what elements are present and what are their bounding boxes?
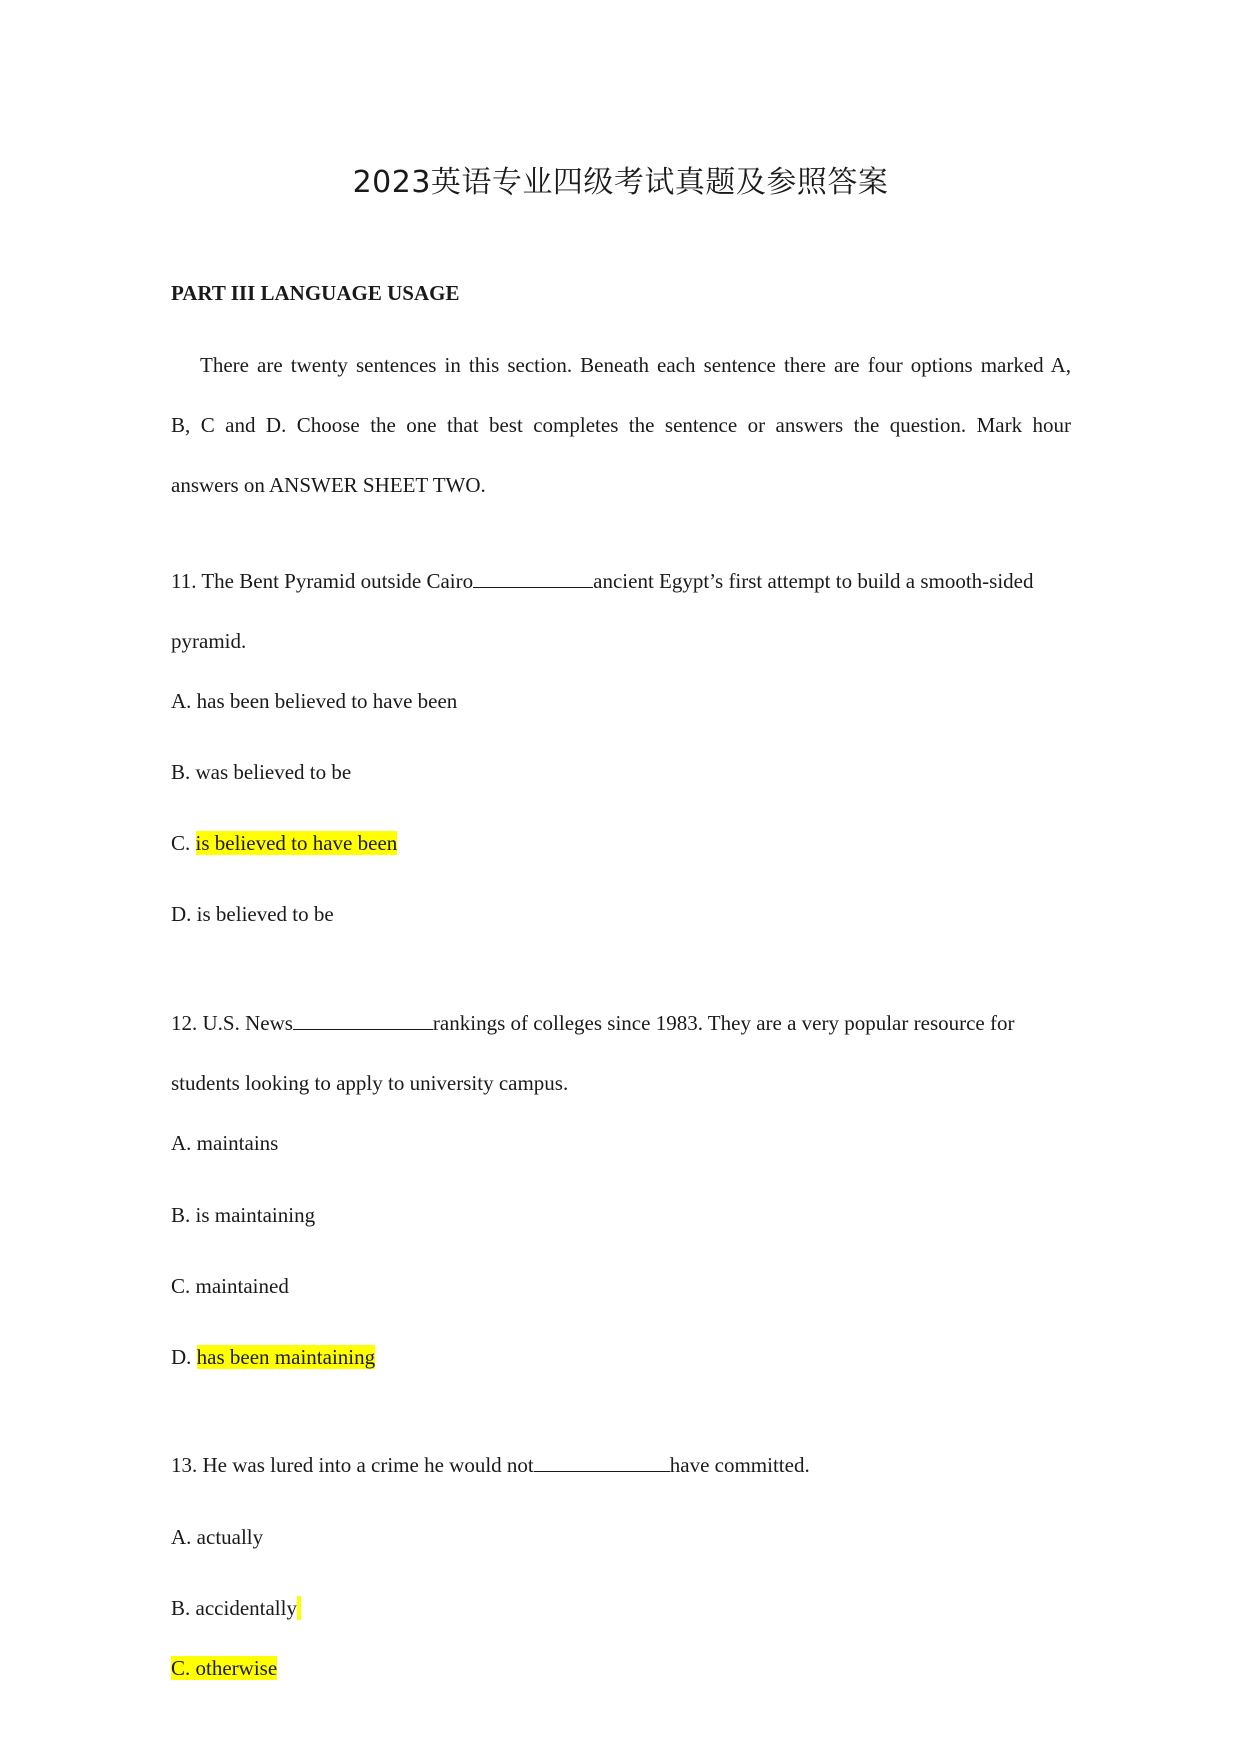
- option-letter: D.: [171, 902, 197, 926]
- section-heading: PART III LANGUAGE USAGE: [171, 281, 460, 305]
- option-letter: A.: [171, 689, 197, 713]
- question-13-stem-part2: have committed.: [669, 1453, 810, 1477]
- question-12-stem-line2: students looking to apply to university campus.: [171, 1071, 569, 1095]
- option-text: accidentally: [195, 1596, 297, 1620]
- question-11-option-d: [171, 901, 334, 927]
- question-11-blank: [473, 569, 593, 588]
- option-text-highlighted: otherwise: [195, 1656, 278, 1680]
- question-12-stem-part1: 12. U.S. News: [171, 1011, 293, 1035]
- question-13-stem-part1: 13. He was lured into a crime he would not: [171, 1453, 534, 1477]
- option-text: is believed to be: [196, 902, 334, 926]
- instructions-line-3: answers on ANSWER SHEET TWO.: [171, 473, 486, 497]
- question-13-stem: [171, 1452, 810, 1478]
- question-13-option-a: [171, 1524, 263, 1550]
- option-text-highlighted: has been maintaining: [196, 1345, 376, 1369]
- option-letter: A.: [171, 1525, 197, 1549]
- question-13-option-c: [171, 1655, 277, 1681]
- option-text: actually: [196, 1525, 264, 1549]
- highlight-fragment: [297, 1596, 301, 1620]
- question-12-blank: [293, 1011, 433, 1030]
- instructions-line-2: B, C and D. Choose the one that best completes the sentence or answers the question. Mark hour: [171, 413, 1071, 437]
- question-12-stem: [171, 1010, 1014, 1036]
- question-11-option-a: [171, 688, 457, 714]
- option-text: maintains: [196, 1131, 279, 1155]
- option-letter-highlighted: C.: [171, 1656, 196, 1680]
- question-12-option-c: [171, 1273, 289, 1299]
- document-title: 2023英语专业四级考试真题及参照答案: [352, 165, 889, 200]
- option-letter: C.: [171, 831, 196, 855]
- option-text: is maintaining: [195, 1203, 316, 1227]
- question-11-option-c: [171, 830, 397, 856]
- option-letter: B.: [171, 1203, 196, 1227]
- question-13-option-b: [171, 1595, 301, 1621]
- option-letter: C.: [171, 1274, 196, 1298]
- option-letter: B.: [171, 760, 196, 784]
- question-11-stem-part2: ancient Egypt’s first attempt to build a smooth-sided: [593, 569, 1034, 593]
- instructions-line-1: There are twenty sentences in this section. Beneath each sentence there are four options marked A,: [200, 353, 1071, 377]
- option-letter: D.: [171, 1345, 197, 1369]
- option-text: maintained: [195, 1274, 289, 1298]
- question-11-stem: [171, 568, 1033, 594]
- option-text-highlighted: is believed to have been: [195, 831, 398, 855]
- question-12-option-a: [171, 1130, 278, 1156]
- option-text: has been believed to have been: [196, 689, 458, 713]
- option-letter: A.: [171, 1131, 197, 1155]
- question-13-blank: [534, 1453, 670, 1472]
- option-letter: B.: [171, 1596, 196, 1620]
- question-11-stem-line2: pyramid.: [171, 629, 247, 653]
- question-11-stem-part1: 11. The Bent Pyramid outside Cairo: [171, 569, 474, 593]
- option-text: was believed to be: [195, 760, 352, 784]
- question-12-option-d: [171, 1344, 375, 1370]
- question-11-option-b: [171, 759, 351, 785]
- question-12-stem-part2: rankings of colleges since 1983. They are a very popular resource for: [432, 1011, 1015, 1035]
- question-12-option-b: [171, 1202, 315, 1228]
